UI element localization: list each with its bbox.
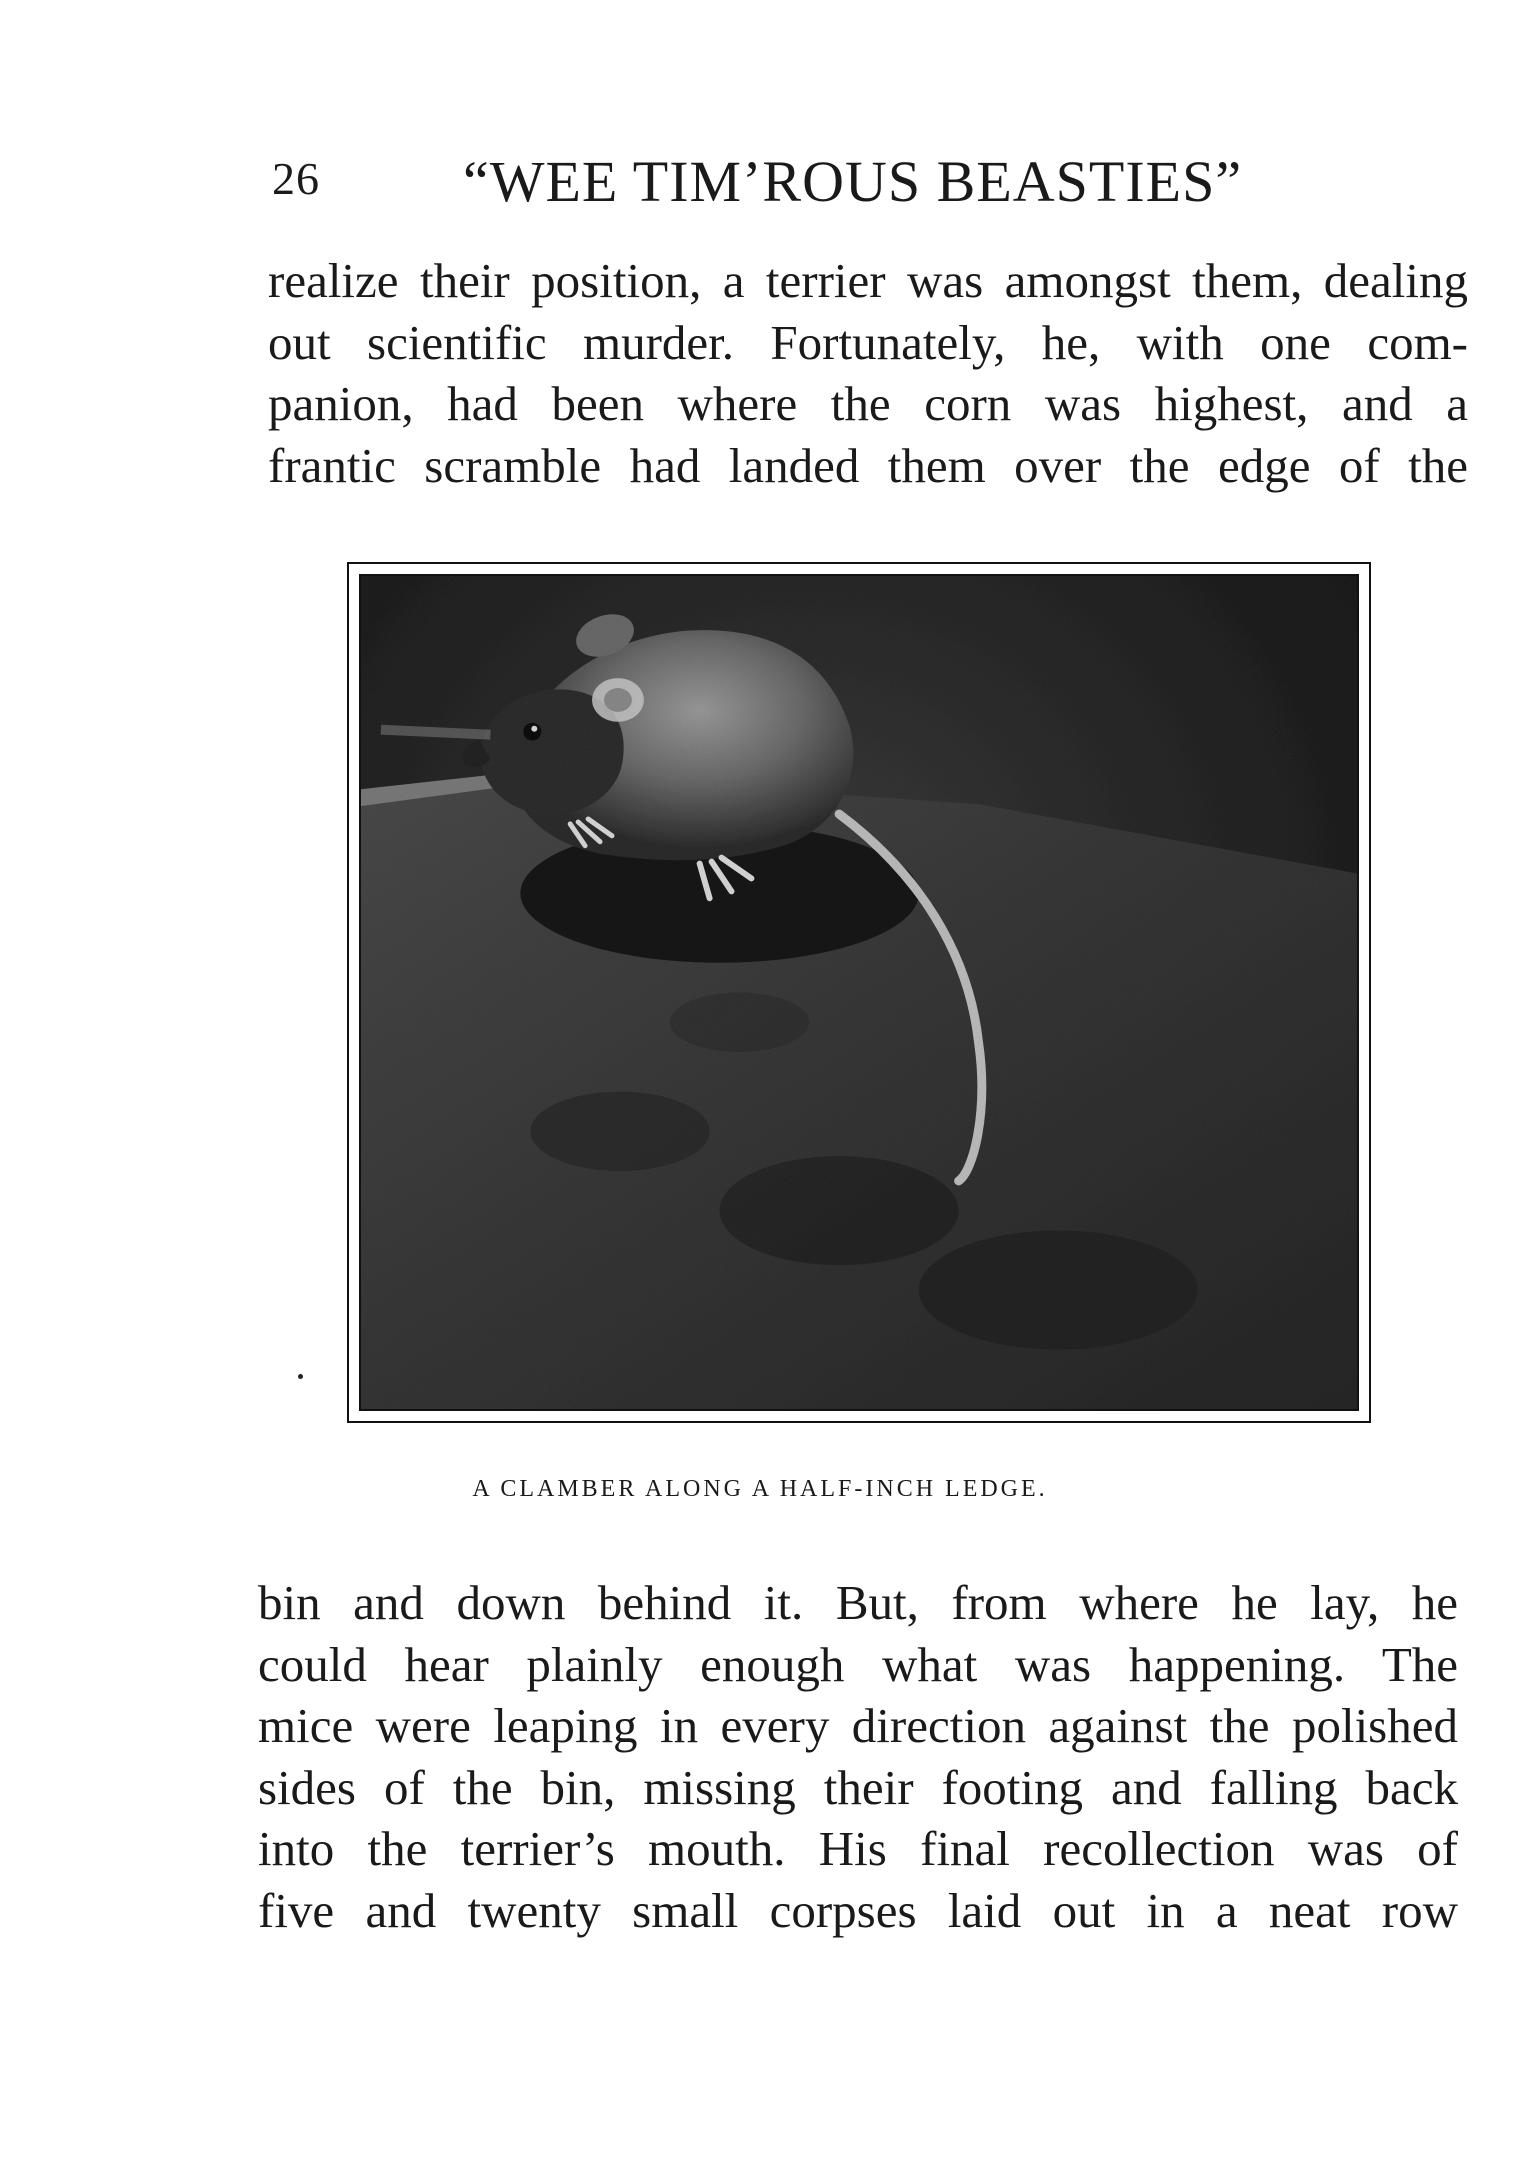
- paragraph-before-plate: [268, 250, 1468, 496]
- text-line: panion, had been where the corn was highest, and a: [268, 376, 1468, 431]
- text-line: out scientific murder. Fortunately, he, with one com-: [268, 314, 1468, 370]
- text-line: mice were leaping in every direction against the polished: [258, 1698, 1458, 1753]
- text-line: sides of the bin, missing their footing and falling back: [258, 1759, 1458, 1815]
- mouse-photograph: [361, 576, 1357, 1409]
- text-line: five and twenty small corpses laid out in a neat row: [258, 1882, 1458, 1938]
- print-speck: [298, 1374, 303, 1379]
- paragraph-after-plate: [258, 1572, 1458, 1941]
- text-line: bin and down behind it. But, from where he lay, he: [258, 1575, 1458, 1630]
- plate-caption: A CLAMBER ALONG A HALF-INCH LEDGE.: [472, 1476, 1048, 1502]
- page-number: 26: [272, 153, 320, 204]
- photo-plate-inner: [359, 574, 1359, 1411]
- running-title: “WEE TIM’ROUS BEASTIES”: [463, 149, 1243, 214]
- text-line: could hear plainly enough what was happening. The: [258, 1636, 1458, 1692]
- text-line: realize their position, a terrier was amongst them, dealing: [268, 253, 1468, 308]
- photo-plate: [347, 562, 1371, 1423]
- text-line: into the terrier’s mouth. His final recollection was of: [258, 1821, 1458, 1876]
- text-line: frantic scramble had landed them over the edge of the: [268, 437, 1468, 493]
